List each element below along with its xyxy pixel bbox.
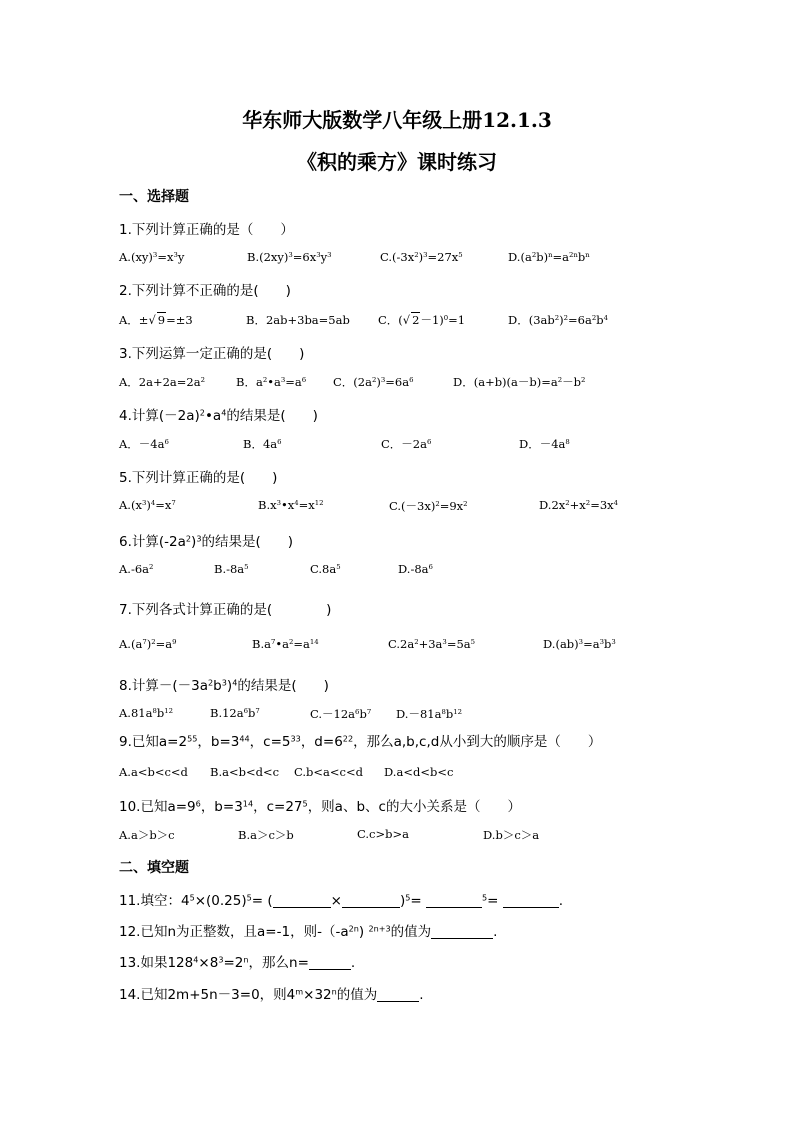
q5-option-d: $D.2x^2+x^2=3x^4$: [539, 498, 619, 512]
q4-option-b: B．$4a^6$: [243, 437, 282, 451]
question-14: 14.已知2m+5n－3=0，则$4^m\times 32^n$的值为 .: [119, 986, 424, 1003]
section-choice: 一、选择题: [119, 189, 189, 205]
q3-option-c: C．$(2a^2)^3=6a^6$: [333, 375, 414, 389]
q2-option-d: D．$(3ab^2)^2=6a^2b^4$: [508, 313, 608, 327]
question-2: 2.下列计算不正确的是( ): [119, 283, 291, 299]
page-subtitle: 《积的乘方》课时练习: [297, 150, 497, 174]
question-1: 1.下列计算正确的是（ ）: [119, 222, 294, 238]
q1-option-c: $C.(-3x^2)^3=27x^5$: [380, 250, 463, 264]
q3-option-d: D．$(a+b)(a-b)=a^2-b^2$: [453, 375, 586, 389]
q1-option-b: $B.(2xy)^3=6x^3y^3$: [247, 250, 332, 264]
q7-option-c: $C.2a^2+3a^3=5a^5$: [388, 637, 476, 651]
q3-option-a: A．$2a+2a=2a^2$: [119, 375, 205, 389]
q7-option-b: $B.a^7•a^2=a^{14}$: [252, 637, 319, 651]
q4-option-d: D．$-4a^8$: [519, 437, 570, 451]
q5-option-c: $C.(-3x)^2=9x^2$: [389, 499, 468, 513]
question-7: 7.下列各式计算正确的是( ): [119, 602, 332, 618]
q5-option-a: $A.(x^3)^4=x^7$: [119, 498, 176, 512]
q6-option-a: $A.-6a^2$: [119, 562, 154, 576]
q6-option-c: $C.8a^5$: [310, 562, 341, 576]
q4-option-c: C．$-2a^6$: [381, 437, 432, 451]
question-12: 12.已知n为正整数，且a=-1，则$-(-a^{2n})$ $^{2n+3}$的值为 .: [119, 923, 498, 940]
question-11: 11.填空：$4^5\times(0.25)^5=$ ( × )$^5$= $^5$= .: [119, 892, 564, 909]
question-10: 10.已知$a=9^6$，$b=3^{14}$，$c=27^5$，则a、b、c的大小关系是（ ）: [119, 798, 521, 815]
question-13: 13.如果$128^4\times 8^3=2^n$，那么n= .: [119, 954, 356, 971]
q3-option-b: B．$a^2•a^3=a^6$: [236, 375, 307, 389]
q9-option-a: A.a<b<c<d: [119, 765, 188, 779]
q2-option-a: A．±√ 9=±3: [119, 313, 193, 327]
q10-option-c: C.c>b>a: [357, 827, 409, 841]
q6-option-d: $D.-8a^6$: [398, 562, 433, 576]
section-fill-blank: 二、填空题: [119, 860, 189, 876]
question-8: 8.计算$-(-3a^2b^3)^4$的结果是( ): [119, 677, 329, 694]
q7-option-d: $D.(ab)^3=a^3b^3$: [543, 637, 616, 651]
question-5: 5.下列计算正确的是( ): [119, 470, 278, 486]
q2-option-c: C．(√ 2－1)$^0$=1: [378, 313, 466, 327]
q9-option-c: C.b<a<c<d: [294, 765, 363, 779]
q1-option-a: $A.(xy)^3=x^3y$: [119, 250, 185, 264]
question-3: 3.下列运算一定正确的是( ): [119, 346, 305, 362]
question-6: 6.计算$(-2a^2)^3$的结果是( ): [119, 533, 294, 550]
q9-option-d: D.a<d<b<c: [384, 765, 454, 779]
question-9: 9.已知$a=2^{55}$，$b=3^{44}$，$c=5^{33}$，$d=6^{22}$，那么a,b,c,d从小到大的顺序是（ ）: [119, 733, 602, 750]
question-4: 4.计算$(-2a)^2•a^4$的结果是( ): [119, 407, 318, 424]
q8-option-d: $D.-81a^8b^{12}$: [396, 707, 463, 721]
q9-option-b: B.a<b<d<c: [210, 765, 280, 779]
q10-option-b: B.a＞c＞b: [238, 828, 294, 842]
q2-option-b: B．2ab+3ba=5ab: [246, 313, 350, 327]
q4-option-a: A．$-4a^6$: [119, 437, 169, 451]
q10-option-d: D.b＞c＞a: [483, 828, 540, 842]
q5-option-b: $B.x^3•x^4=x^{12}$: [258, 498, 324, 512]
q7-option-a: $A.(a^7)^2=a^9$: [119, 637, 177, 651]
q6-option-b: $B.-8a^5$: [214, 562, 249, 576]
q10-option-a: A.a＞b＞c: [119, 828, 175, 842]
page-title: 华东师大版数学八年级上册12.1.3: [242, 108, 552, 132]
q8-option-a: $A.81a^8b^{12}$: [119, 706, 173, 720]
q1-option-d: $D.(a^2b)^n=a^{2n}b^n$: [508, 250, 590, 264]
q8-option-c: $C.-12a^6b^7$: [310, 707, 372, 721]
q8-option-b: $B.12a^6b^7$: [210, 706, 260, 720]
